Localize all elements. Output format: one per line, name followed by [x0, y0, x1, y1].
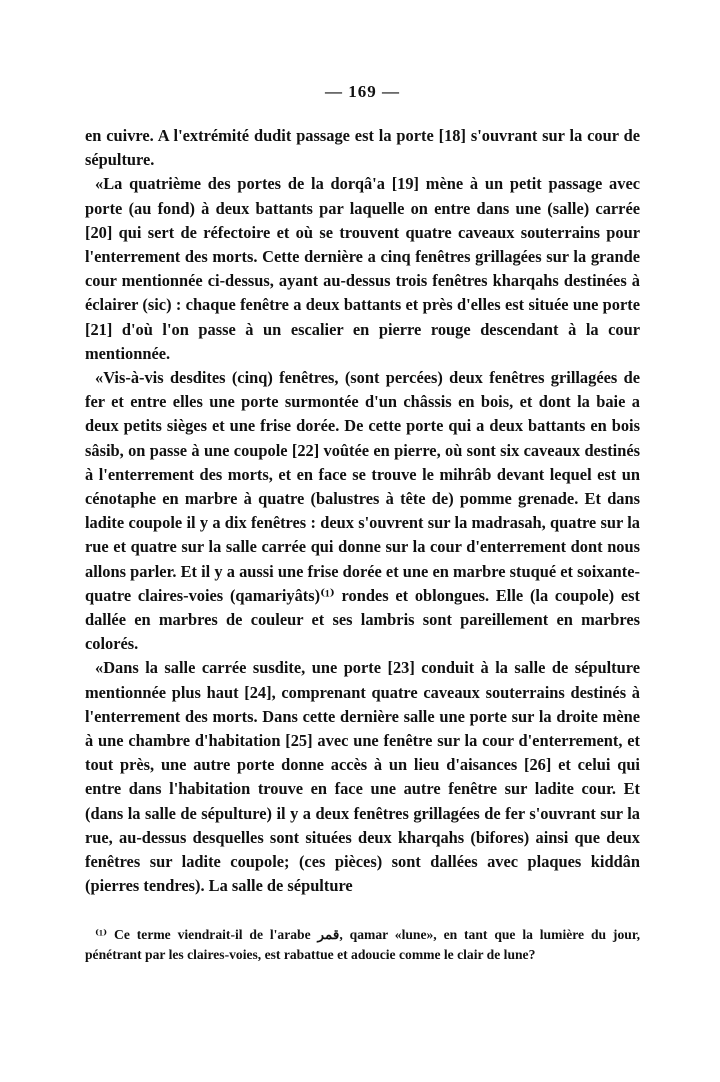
- footnote-separator: [85, 899, 640, 925]
- paragraph-4: «Dans la salle carrée susdite, une porte [23] conduit à la salle de sépulture mentionnée plus haut [24], comprenant quatre caveaux souterrains destinés à l'enterrement des morts. Dans cette dernière salle une porte sur la droite mène à une chambre d'habitation [25] avec une fenêtre sur la cour d'enterrement, et tout près, une autre porte donne accès à un lieu d'aisances [26] et celui qui entre dans l'habitation trouve en face une autre fenêtre sur ladite cour. Et (dans la salle de sépulture) il y a deux fenêtres grillagées de fer s'ouvrant sur la rue, au-dessus desquelles sont situées deux kharqahs (bifores) ainsi que deux fenêtres sur ladite coupole; (ces pièces) sont dallées avec plaques kiddân (pierres tendres). La salle de sépulture: [85, 658, 640, 896]
- paragraph-2: «La quatrième des portes de la dorqâ'a [19] mène à un petit passage avec porte (au fond) à deux battants par laquelle on entre dans une (salle) carrée [20] qui sert de réfectoire et où se trouvent quatre caveaux souterrains pour l'enterrement des morts. Cette dernière a cinq fenêtres grillagées sur la grande cour mentionnée ci-dessus, ayant au-dessus trois fenêtres kharqahs destinées à éclairer (sic) : chaque fenêtre a deux battants et près d'elles est située une porte [21] d'où l'on passe à un escalier en pierre rouge descendant à la cour mentionnée.: [85, 174, 640, 363]
- page-number: — 169 —: [325, 82, 400, 101]
- book-page: [85, 82, 640, 965]
- footnote: ⁽¹⁾ Ce terme viendrait-il de l'arabe قمر, qamar «lune», en tant que la lumière du jour, pénétrant par les claires-voies, est rabattue et adoucie comme le clair de lune?: [85, 926, 640, 962]
- paragraph-1: en cuivre. A l'extrémité dudit passage est la porte [18] s'ouvrant sur la cour de sépulture.: [85, 126, 640, 170]
- paragraph-3: «Vis-à-vis desdites (cinq) fenêtres, (sont percées) deux fenêtres grillagées de fer et entre elles une porte surmontée d'un châssis en bois, et dont la baie a deux petits sièges et une frise dorée. De cette porte qui a deux battants en bois sâsib, on passe à une coupole [22] voûtée en pierre, où sont six caveaux destinés à l'enterrement des morts, et en face se trouve le mihrâb devant lequel est un cénotaphe en marbre à quatre (balustres à tête de) pomme grenade. Et dans ladite coupole il y a dix fenêtres : deux s'ouvrent sur la madrasah, quatre sur la rue et quatre sur la salle carrée qui donne sur la cour d'enterrement dont nous allons parler. Et il y a aussi une frise dorée et une en marbre stuqué et soixante-quatre claires-voies (qamariyâts)⁽¹⁾ rondes et oblongues. Elle (la coupole) est dallée en marbres de couleur et ses lambris sont pareillement en marbres colorés.: [85, 368, 640, 654]
- body-text: [85, 124, 640, 899]
